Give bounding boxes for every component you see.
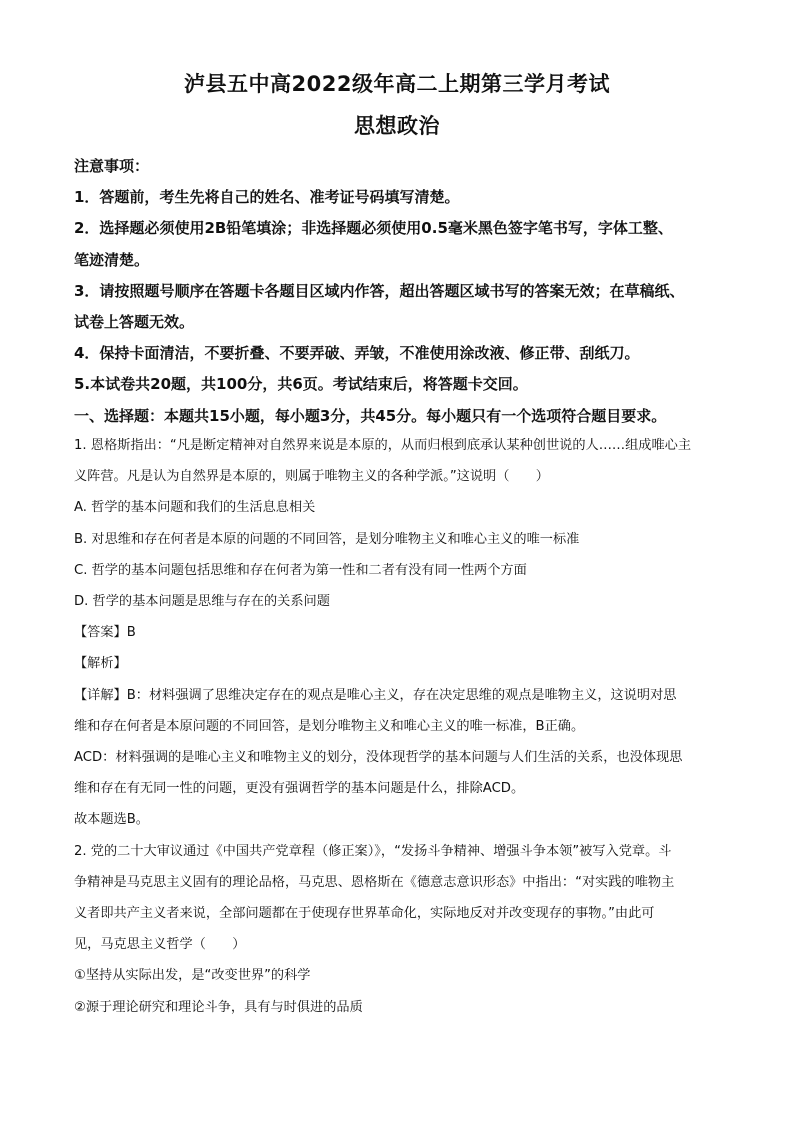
q2-item-1: ①坚持从实际出发，是“改变世界”的科学 bbox=[74, 968, 311, 984]
q2-stem-line: 见，马克思主义哲学（ ） bbox=[74, 937, 246, 953]
q1-stem-line: 义阵营。凡是认为自然界是本原的，则属于唯物主义的各种学派。”这说明（ ） bbox=[74, 469, 549, 485]
questions-block bbox=[74, 430, 734, 1023]
notes-line: 2．选择题必须使用2B铅笔填涂；非选择题必须使用0.5毫米黑色签字笔书写，字体工整、 bbox=[74, 219, 673, 238]
q1-analysis-label: 【解析】 bbox=[74, 656, 127, 672]
notes-line: 笔迹清楚。 bbox=[74, 250, 150, 269]
q1-option-b: B. 对思维和存在何者是本原的问题的不同回答，是划分唯物主义和唯心主义的唯一标准 bbox=[74, 531, 580, 547]
q1-stem-line: 1. 恩格斯指出：“凡是断定精神对自然界来说是本原的，从而归根到底承认某种创世说的人……组成唯心主 bbox=[74, 438, 692, 453]
q2-stem-line: 义者即共产主义者来说，全部问题都在于使现存世界革命化，实际地反对并改变现存的事物。”由此可 bbox=[74, 906, 655, 922]
q1-detail-line: 【详解】B：材料强调了思维决定存在的观点是唯心主义，存在决定思维的观点是唯物主义，这说明对思 bbox=[74, 687, 677, 703]
instructions-block bbox=[74, 151, 734, 432]
exam-title: 泸县五中高2022级年高二上期第三学月考试 bbox=[184, 72, 610, 96]
q1-detail-line: 维和存在何者是本原问题的不同回答，是划分唯物主义和唯心主义的唯一标准，B正确。 bbox=[74, 718, 585, 734]
q1-detail-line: ACD：材料强调的是唯心主义和唯物主义的划分，没体现哲学的基本问题与人们生活的关系，也没体现思 bbox=[74, 750, 683, 766]
q1-option-d: D. 哲学的基本问题是思维与存在的关系问题 bbox=[74, 594, 330, 610]
q2-item-2: ②源于理论研究和理论斗争，具有与时俱进的品质 bbox=[74, 999, 363, 1015]
q2-stem-line: 2. 党的二十大审议通过《中国共产党章程（修正案）》，“发扬斗争精神、增强斗争本领”被写入党章。斗 bbox=[74, 843, 672, 859]
notes-line: 1．答题前，考生先将自己的姓名、准考证号码填写清楚。 bbox=[74, 188, 460, 207]
q1-detail-line: 维和存在有无同一性的问题，更没有强调哲学的基本问题是什么，排除ACD。 bbox=[74, 781, 525, 797]
subject-title: 思想政治 bbox=[354, 114, 440, 138]
q1-answer: 【答案】B bbox=[74, 625, 136, 641]
notes-line: 5.本试卷共20题，共100分，共6页。考试结束后，将答题卡交回。 bbox=[74, 375, 528, 394]
notes-line: 试卷上答题无效。 bbox=[74, 313, 195, 332]
q1-option-c: C. 哲学的基本问题包括思维和存在何者为第一性和二者有没有同一性两个方面 bbox=[74, 562, 527, 578]
q1-conclusion: 故本题选B。 bbox=[74, 812, 149, 828]
section-heading: 一、选择题：本题共15小题，每小题3分，共45分。每小题只有一个选项符合题目要求。 bbox=[74, 406, 667, 425]
notes-heading: 注意事项： bbox=[74, 157, 150, 175]
notes-line: 3．请按照题号顺序在答题卡各题目区域内作答，超出答题区域书写的答案无效；在草稿纸、 bbox=[74, 281, 685, 300]
q1-option-a: A. 哲学的基本问题和我们的生活息息相关 bbox=[74, 500, 316, 516]
notes-line: 4．保持卡面清洁，不要折叠、不要弄破、弄皱，不准使用涂改液、修正带、刮纸刀。 bbox=[74, 344, 640, 363]
q2-stem-line: 争精神是马克思主义固有的理论品格，马克思、恩格斯在《德意志意识形态》中指出：“对实践的唯物主 bbox=[74, 874, 675, 890]
